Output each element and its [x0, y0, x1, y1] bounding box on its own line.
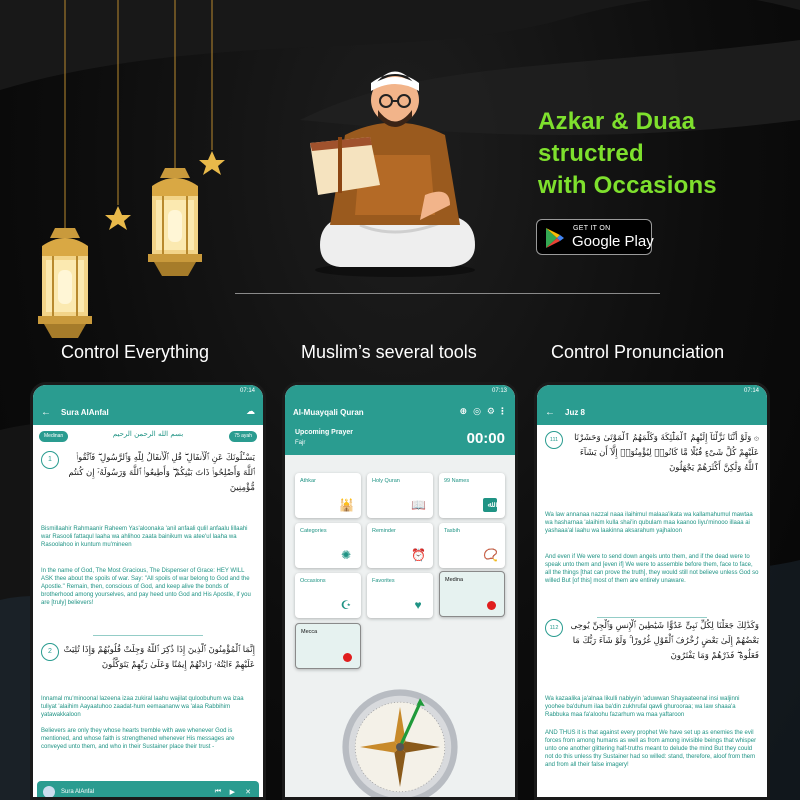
previous-icon[interactable]: ⏮	[214, 788, 221, 795]
verse-1-translation: In the name of God, The Most Gracious, The Dispenser of Grace: HEY WILL ASK thee about the spoils of war. Say: "All spoils of war belong to God and the Apostle." Remain, then, conscious of God, and keep alive the bonds of brotherhood among yourselves, and pay heed unto God and His Apostle, if you are [truly] believers!	[41, 568, 251, 606]
verse-separator	[93, 635, 203, 636]
status-bar	[537, 385, 767, 399]
verse-separator	[597, 617, 707, 618]
juz-title: Juz 8	[565, 407, 586, 417]
google-play-icon	[545, 227, 565, 249]
status-bar	[33, 385, 263, 399]
tile-reminder[interactable]	[367, 523, 433, 568]
tile-99-names[interactable]	[439, 473, 505, 518]
player-avatar	[43, 786, 55, 798]
tile-medina[interactable]	[439, 571, 505, 617]
tile-athkar[interactable]	[295, 473, 361, 518]
verse-112-translation: AND THUS it is that against every prophet We have set up as enemies the evil forces from among humans as well as from among invisible beings that whisper unto one another glittering half-truths meant to delude the mind But they could not do this unless thy Sustainer had so willed: stand, therefore, aloof from them and from all their false imagery!	[545, 730, 757, 768]
tile-label: Reminder	[372, 528, 396, 534]
app-bar	[33, 399, 263, 425]
caption-control-everything: Control Everything	[61, 342, 210, 362]
tile-holy-quran[interactable]	[367, 473, 433, 518]
verse-2-translation: Believers are only they whose hearts tremble with awe whenever God is mentioned, and whose faith is strengthened whenever His messages are conveyed unto them, and who in their Sustainer place their trust -	[41, 728, 235, 750]
verse-111-arabic: ۞ وَلَوْ أَنَّنَا نَزَّلْنَآ إِلَيْهِمُ ٱلْمَلَٰٓئِكَةَ وَكَلَّمَهُمُ ٱلْمَوْتَىٰ وَحَشَرْنَا عَلَيْهِمْ كُلَّ شَىْءٍ قُبُلًا مَّا كَانُوا۟ لِيُؤْمِنُوٓا۟ إِلَّآ أَن يَشَآءَ ٱللَّهُ وَلَٰكِنَّ أَكْثَرَهُمْ يَجْهَلُونَ	[574, 433, 759, 473]
status-time: 07:13	[491, 388, 507, 394]
verse-2-transliteration: Innamal mu'minoonal lazeena izaa zukiral laahu wajilat quloobuhum wa izaa tuliyat 'alaihim Aayaatuhoo zaadat-hum eemaananw wa 'alaa Rabbihim yatawakkaloon	[41, 696, 244, 718]
quran-icon: 📖	[411, 498, 426, 512]
globe-icon[interactable]: ⊕	[459, 406, 467, 416]
crescent-icon: ☪	[340, 598, 352, 612]
clock-icon: ⏰	[411, 548, 426, 562]
status-time: 07:14	[239, 388, 255, 394]
app-title: Al-Muayqali Quran	[293, 407, 364, 417]
record-icon	[487, 601, 496, 610]
tasbih-icon: 📿	[483, 548, 498, 562]
tile-favorites[interactable]	[367, 573, 433, 618]
badge-large-text: Google Play	[572, 233, 654, 250]
player-title: Sura AlAnfal	[61, 789, 95, 795]
tile-label: Categories	[300, 528, 327, 534]
verse-1-transliteration: Bismillaahir Rahmaanir Raheem Yas'aloonaka 'anil anfaali qulil anfaalu lillaahi war Rasooli fattaqul laaha wa ahlihoo zaata bainikum wa atee'ul laaha wa Rasoolahoo in kuntum mu'mineen	[41, 526, 248, 548]
revelation-badge: Medinan	[39, 431, 68, 442]
app-bar	[537, 399, 767, 425]
headline-line-2: structred	[538, 140, 644, 167]
prayer-name: Fajr	[295, 440, 306, 446]
lantern-decoration	[20, 0, 230, 345]
status-bar	[285, 385, 515, 399]
verse-111-transliteration: Wa law annanaa nazzal naaa ilaihimul malaaa'ikata wa kallamahumul mawtaa wa hasharnaa 'alaihim kulla shai'in qubulam maa kaanoo liyu'minooo illaaa ai yashaaa'al laahu wa laakinna aksarahum yajhaloon	[545, 512, 753, 534]
heart-icon: ♥	[414, 598, 422, 612]
qibla-compass[interactable]	[325, 687, 475, 800]
mini-player[interactable]	[37, 781, 259, 800]
back-arrow-icon[interactable]: ←	[41, 406, 51, 418]
tile-categories[interactable]	[295, 523, 361, 568]
close-icon[interactable]: ✕	[245, 789, 251, 796]
phone-juz-reader	[534, 382, 770, 800]
verse-112-transliteration: Wa kazaalika ja'alnaa likulli nabiyyin 'aduwwan Shayaateenal insi waljinni yoohee ba'duhum ilaa ba'din zukhrufal qawli ghurooraa; wa law shaaa'a Rabbuka maa fa'aloohu fazarhum wa maa yaftaroon	[545, 696, 740, 718]
tile-label: Holy Quran	[372, 478, 400, 484]
tile-occasions[interactable]	[295, 573, 361, 618]
reading-man-illustration	[300, 55, 490, 280]
play-icon[interactable]: ▶	[229, 789, 235, 796]
headline-line-3: with Occasions	[538, 172, 717, 199]
allah-icon: ﷲ	[483, 498, 497, 512]
caption-control-pronunciation: Control Pronunciation	[551, 342, 725, 362]
phone-surah-reader	[30, 382, 266, 800]
compass-icon[interactable]: ◎	[473, 406, 481, 416]
tile-label: 99 Names	[444, 478, 470, 484]
record-icon	[343, 653, 352, 662]
caption-several-tools: Muslim’s several tools	[301, 342, 477, 362]
tile-label: Favorites	[372, 578, 395, 584]
tile-tasbih[interactable]	[439, 523, 505, 568]
ayah-count-badge: 75 ayah	[229, 431, 257, 442]
verse-number-111: 111	[545, 431, 563, 449]
category-icon: ✺	[340, 548, 352, 562]
tile-label: Athkar	[300, 478, 316, 484]
badge-small-text: GET IT ON	[573, 225, 611, 232]
tile-label: Mecca	[301, 629, 318, 635]
tile-mecca[interactable]	[295, 623, 361, 669]
prayer-countdown: 00:00	[466, 430, 505, 447]
google-play-badge[interactable]	[536, 219, 652, 255]
verse-2-arabic: إِنَّمَا ٱلْمُؤْمِنُونَ ٱلَّذِينَ إِذَا ذُكِرَ ٱللَّهُ وَجِلَتْ قُلُوبُهُمْ وَإِذَا تُلِيَتْ عَلَيْهِمْ ءَايَٰتُهُۥ زَادَتْهُمْ إِيمَٰنًا وَعَلَىٰ رَبِّهِمْ يَتَوَكَّلُونَ	[63, 645, 255, 670]
more-icon[interactable]: ⋮	[498, 406, 507, 416]
hero-headline	[538, 106, 768, 202]
back-arrow-icon[interactable]: ←	[545, 406, 555, 418]
verse-number-2: 2	[41, 643, 59, 661]
phone-home-tools	[282, 382, 518, 800]
tile-label: Occasions	[300, 578, 326, 584]
download-icon[interactable]: ☁	[246, 406, 255, 416]
verse-112-arabic: وَكَذَٰلِكَ جَعَلْنَا لِكُلِّ نَبِىٍّ عَدُوًّا شَيَٰطِينَ ٱلْإِنسِ وَٱلْجِنِّ يُوحِى بَعْضُهُمْ إِلَىٰ بَعْضٍ زُخْرُفَ ٱلْقَوْلِ غُرُورًا ۚ وَلَوْ شَآءَ رَبُّكَ مَا فَعَلُوهُ ۖ فَذَرْهُمْ وَمَا يَفْتَرُونَ	[570, 621, 759, 661]
tile-label: Tasbih	[444, 528, 460, 534]
verse-number-1: 1	[41, 451, 59, 469]
status-time: 07:14	[743, 388, 759, 394]
divider-line	[235, 293, 660, 294]
gear-icon[interactable]: ⚙	[486, 406, 495, 416]
basmala: بسم الله الرحمن الرحيم	[112, 430, 184, 438]
tile-label: Medina	[445, 577, 464, 583]
verse-number-112: 112	[545, 619, 563, 637]
prayer-banner	[285, 425, 515, 455]
verse-111-translation: And even if We were to send down angels unto them, and if the dead were to speak unto them and [even if] We were to assemble before them, face to face, all the things [that can prove the truth], they would still not believe unless God so willed But [of this] most of them are entirely unaware.	[545, 554, 759, 584]
headline-line-1: Azkar & Duaa	[538, 108, 696, 135]
verse-1-arabic: يَسْـَٔلُونَكَ عَنِ ٱلْأَنفَالِ ۖ قُلِ ٱلْأَنفَالُ لِلَّهِ وَٱلرَّسُولِ ۖ فَٱتَّقُوا۟ ٱللَّهَ وَأَصْلِحُوا۟ ذَاتَ بَيْنِكُمْ ۖ وَأَطِيعُوا۟ ٱللَّهَ وَرَسُولَهُۥٓ إِن كُنتُم مُّؤْمِنِينَ	[68, 453, 255, 493]
surah-title: Sura AlAnfal	[61, 407, 109, 417]
prayer-label: Upcoming Prayer	[295, 429, 353, 436]
app-bar	[285, 399, 515, 425]
mosque-icon: 🕌	[339, 498, 354, 512]
